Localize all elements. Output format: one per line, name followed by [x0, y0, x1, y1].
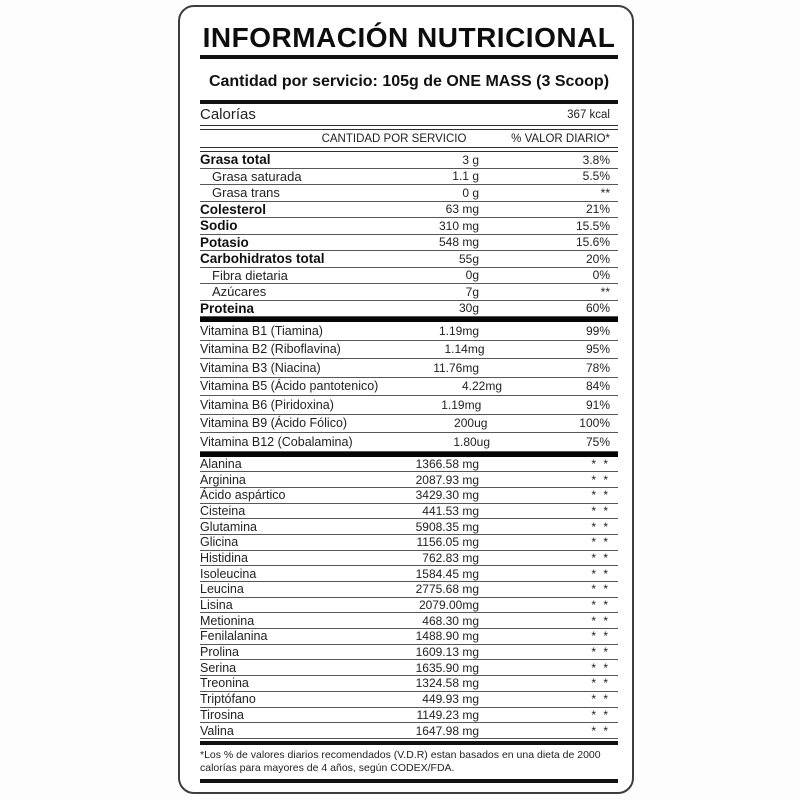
table-row	[200, 396, 618, 415]
row-daily-value: 84%	[585, 379, 610, 394]
row-daily-value: * *	[591, 676, 610, 691]
table-row	[200, 152, 618, 169]
row-label: Grasa saturada	[212, 168, 302, 184]
row-amount: 1.1 g	[452, 169, 479, 184]
row-daily-value: 78%	[585, 360, 610, 375]
row-label: Arginina	[200, 472, 246, 487]
table-row	[200, 519, 618, 535]
table-row	[200, 301, 618, 318]
row-daily-value: * *	[591, 692, 610, 707]
table-row	[200, 582, 618, 598]
row-amount: 63 mg	[445, 202, 479, 217]
nutrition-label-card	[178, 5, 634, 794]
row-amount: 1149.23 mg	[416, 707, 479, 722]
row-daily-value: * *	[591, 598, 610, 613]
row-daily-value: * *	[591, 566, 610, 581]
bottom-divider	[200, 779, 618, 783]
serving-size-text: Cantidad por servicio: 105g de ONE MASS (3 Scoop)	[208, 73, 610, 90]
row-amount: 3429.30 mg	[415, 488, 479, 503]
table-row	[200, 676, 618, 692]
table-row	[200, 488, 618, 504]
row-amount: 4.22mg	[461, 379, 503, 394]
row-amount: 1324.58 mg	[415, 676, 479, 691]
row-amount: 7g	[465, 284, 479, 299]
row-label: Glicina	[200, 535, 239, 550]
table-row	[200, 708, 618, 724]
row-label: Proteina	[200, 300, 255, 316]
table-row	[200, 645, 618, 661]
row-daily-value: * *	[591, 582, 610, 597]
row-daily-value: * *	[591, 456, 610, 471]
row-daily-value: * *	[591, 629, 610, 644]
row-amount: 0g	[465, 268, 479, 283]
row-daily-value: * *	[591, 488, 610, 503]
row-label: Lisina	[200, 598, 233, 613]
table-row	[200, 322, 618, 341]
row-amount: 2079.00mg	[418, 598, 479, 613]
row-label: Metionina	[200, 613, 255, 628]
row-amount: 1635.90 mg	[415, 660, 479, 675]
row-daily-value: * *	[591, 550, 610, 565]
row-daily-value: * *	[591, 519, 610, 534]
row-amount: 468.30 mg	[422, 613, 479, 628]
amino-acid-table	[200, 457, 618, 739]
row-amount: 548 mg	[438, 235, 479, 250]
row-amount: 1.19mg	[438, 323, 479, 338]
table-row	[200, 218, 618, 235]
row-amount: 30g	[458, 301, 479, 316]
table-row	[200, 185, 618, 202]
row-daily-value: * *	[591, 645, 610, 660]
row-label: Prolina	[200, 645, 239, 660]
row-label: Vitamina B1 (Tiamina)	[200, 323, 323, 338]
row-label: Carbohidratos total	[200, 251, 325, 267]
macronutrient-table	[200, 152, 618, 317]
row-amount: 1156.05 mg	[416, 535, 479, 550]
row-amount: 1.19mg	[441, 397, 482, 412]
label-title: INFORMACIÓN NUTRICIONAL	[202, 22, 616, 53]
row-daily-value: 95%	[585, 342, 610, 357]
row-label: Grasa total	[200, 152, 271, 168]
row-daily-value: * *	[591, 503, 610, 518]
table-row	[200, 472, 618, 488]
row-daily-value: 5.5%	[582, 169, 610, 184]
row-daily-value: 3.8%	[582, 152, 610, 167]
table-row	[200, 202, 618, 219]
row-daily-value: 60%	[585, 301, 610, 316]
row-daily-value: 99%	[585, 323, 610, 338]
row-daily-value: * *	[591, 660, 610, 675]
table-row	[200, 629, 618, 645]
row-daily-value: * *	[591, 613, 610, 628]
row-amount: 310 mg	[438, 218, 479, 233]
row-amount: 1609.13 mg	[415, 645, 479, 660]
row-daily-value: 20%	[585, 251, 610, 266]
table-row	[200, 504, 618, 520]
row-label: Isoleucina	[200, 566, 257, 581]
table-row	[200, 415, 618, 434]
row-label: Sodio	[200, 218, 238, 234]
table-row	[200, 723, 618, 739]
calories-label: Calorías	[200, 106, 256, 123]
row-label: Colesterol	[200, 201, 267, 217]
row-amount: 2775.68 mg	[415, 582, 479, 597]
table-row	[200, 268, 618, 285]
row-amount: 762.83 mg	[422, 550, 479, 565]
row-daily-value: 15.5%	[575, 218, 610, 233]
row-label: Cisteina	[200, 503, 246, 518]
row-daily-value: **	[600, 284, 610, 299]
row-label: Vitamina B2 (Riboflavina)	[200, 342, 341, 357]
row-label: Azúcares	[212, 284, 267, 300]
row-label: Triptófano	[200, 692, 256, 707]
row-label: Serina	[200, 660, 237, 675]
row-amount: 449.93 mg	[422, 692, 479, 707]
row-amount: 1366.58 mg	[415, 456, 479, 471]
table-row	[200, 433, 618, 452]
row-daily-value: 91%	[585, 397, 610, 412]
footnote-text: *Los % de valores diarios recomendados (V.D.R) estan basados en una dieta de 2000 calorías para mayores de 4 años, según CODEX/FDA.	[200, 748, 601, 775]
row-daily-value: 21%	[585, 202, 610, 217]
row-daily-value: * *	[591, 535, 610, 550]
row-label: Vitamina B9 (Ácido Fólico)	[200, 416, 348, 431]
row-amount: 1.14mg	[444, 342, 485, 357]
table-row	[200, 566, 618, 582]
table-row	[200, 457, 618, 473]
row-daily-value: * *	[591, 707, 610, 722]
table-row	[200, 613, 618, 629]
row-daily-value: * *	[591, 723, 610, 738]
row-amount: 3 g	[462, 152, 479, 167]
title-underline	[200, 55, 618, 59]
row-amount: 0 g	[462, 185, 479, 200]
column-header-row	[200, 130, 618, 147]
row-daily-value: * *	[591, 472, 610, 487]
row-label: Vitamina B5 (Ácido pantotenico)	[200, 379, 379, 394]
row-label: Grasa trans	[212, 185, 280, 201]
row-label: Vitamina B6 (Piridoxina)	[200, 397, 334, 412]
table-row	[200, 692, 618, 708]
table-row	[200, 341, 618, 360]
row-daily-value: **	[600, 185, 610, 200]
table-row	[200, 169, 618, 186]
vitamin-table	[200, 322, 618, 452]
row-label: Valina	[200, 723, 234, 738]
row-daily-value: 15.6%	[575, 235, 610, 250]
row-label: Vitamina B3 (Niacina)	[200, 360, 321, 375]
row-label: Fenilalanina	[200, 629, 268, 644]
table-row	[200, 359, 618, 378]
table-row	[200, 284, 618, 301]
table-row	[200, 660, 618, 676]
table-row	[200, 251, 618, 268]
row-amount: 1.80ug	[453, 434, 491, 449]
row-daily-value: 100%	[579, 416, 610, 431]
row-daily-value: 0%	[592, 268, 610, 283]
row-amount: 441.53 mg	[422, 503, 479, 518]
calories-value: 367 kcal	[567, 108, 610, 121]
row-label: Treonina	[200, 676, 249, 691]
row-label: Tirosina	[200, 707, 244, 722]
row-label: Ácido aspártico	[200, 488, 286, 503]
row-amount: 5908.35 mg	[415, 519, 479, 534]
row-amount: 1584.45 mg	[415, 566, 479, 581]
row-daily-value: 75%	[585, 434, 610, 449]
row-amount: 1488.90 mg	[415, 629, 479, 644]
row-label: Glutamina	[200, 519, 257, 534]
row-amount: 11.76mg	[433, 360, 479, 375]
row-label: Alanina	[200, 456, 242, 471]
row-amount: 200ug	[454, 416, 488, 431]
column-header-amount: CANTIDAD POR SERVICIO	[321, 132, 467, 145]
table-row	[200, 551, 618, 567]
table-row	[200, 235, 618, 252]
row-amount: 2087.93 mg	[415, 472, 479, 487]
row-label: Potasio	[200, 234, 249, 250]
row-label: Histidina	[200, 550, 248, 565]
column-header-daily-value: % VALOR DIARIO*	[511, 132, 610, 145]
footnote-divider	[200, 741, 618, 745]
row-label: Leucina	[200, 582, 244, 597]
row-label: Fibra dietaria	[212, 267, 288, 283]
row-label: Vitamina B12 (Cobalamina)	[200, 434, 353, 449]
row-amount: 1647.98 mg	[415, 723, 479, 738]
calories-row	[200, 104, 618, 125]
table-row	[200, 535, 618, 551]
table-row	[200, 378, 618, 397]
table-row	[200, 598, 618, 614]
row-amount: 55g	[458, 251, 479, 266]
